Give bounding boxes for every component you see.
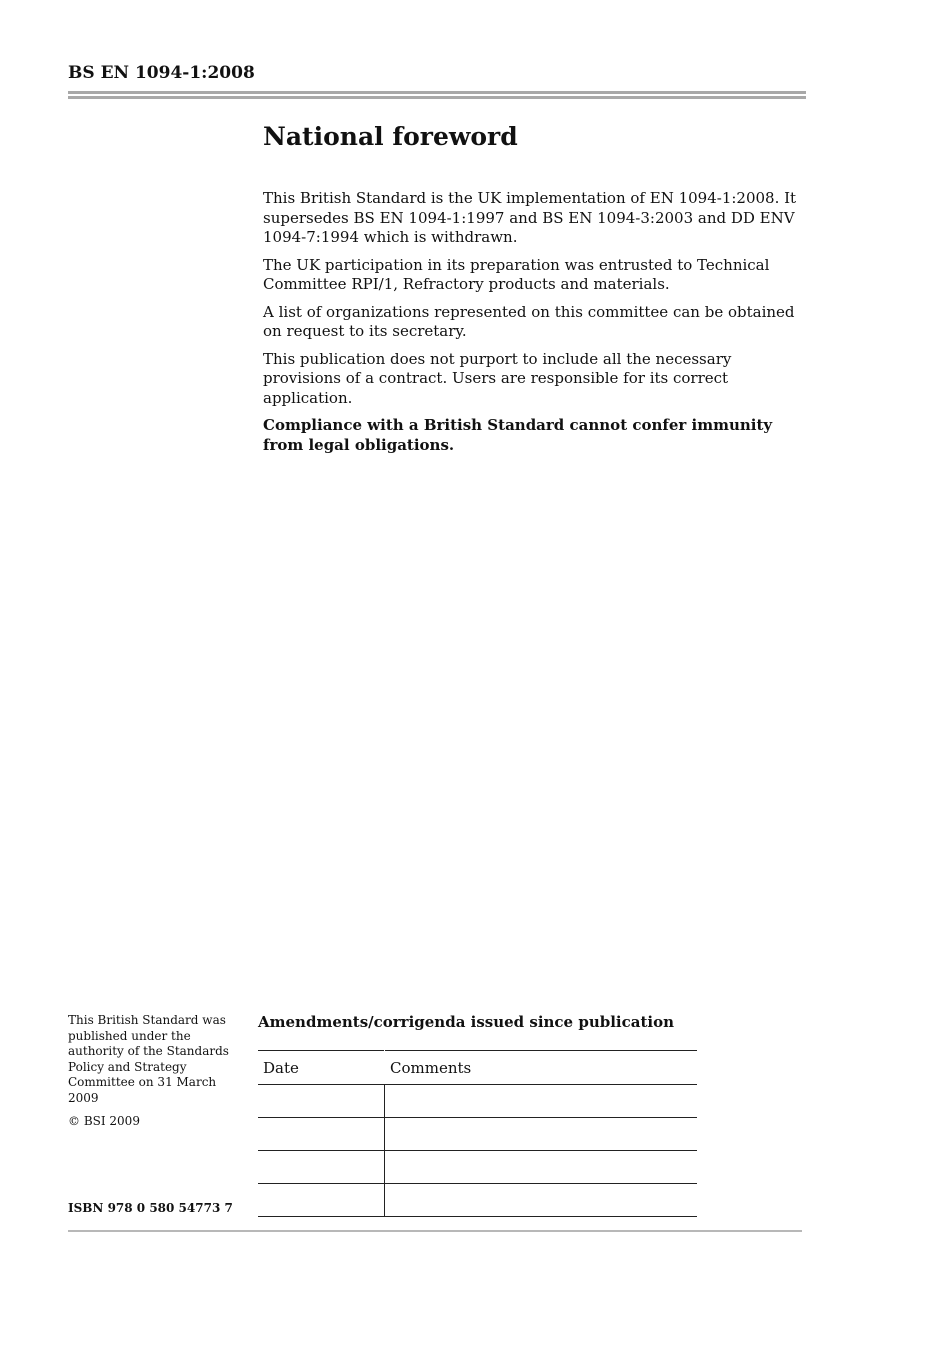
page-title: National foreword: [263, 122, 518, 151]
amendments-heading: Amendments/corrigenda issued since publication: [258, 1013, 674, 1031]
table-row: [258, 1085, 697, 1118]
document-id: BS EN 1094-1:2008: [68, 63, 255, 83]
date-cell: [258, 1151, 385, 1184]
foreword-body: [263, 189, 808, 463]
foreword-paragraph: The UK participation in its preparation was entrusted to Technical Committee RPI/1, Refractory products and materials.: [263, 255, 770, 293]
copyright-notice: © BSI 2009: [68, 1114, 140, 1128]
amendments-table: [258, 1050, 697, 1217]
footer-rule: [68, 1230, 802, 1232]
header-rule: [68, 91, 806, 99]
compliance-note: Compliance with a British Standard cannot confer immunity from legal obligations.: [263, 416, 773, 454]
isbn: ISBN 978 0 580 54773 7: [68, 1201, 233, 1215]
column-header-date: Date: [258, 1051, 385, 1085]
table-row: [258, 1118, 697, 1151]
column-header-comments: Comments: [385, 1051, 698, 1085]
comments-cell: [385, 1118, 698, 1151]
table-row: [258, 1184, 697, 1217]
date-cell: [258, 1118, 385, 1151]
date-cell: [258, 1184, 385, 1217]
foreword-paragraph: This publication does not purport to include all the necessary provisions of a contract. Users are responsible for its correct application.: [263, 349, 732, 407]
foreword-paragraph: A list of organizations represented on this committee can be obtained on request to its secretary.: [263, 302, 795, 340]
comments-cell: [385, 1085, 698, 1118]
comments-cell: [385, 1151, 698, 1184]
comments-cell: [385, 1184, 698, 1217]
table-header-row: [258, 1051, 697, 1085]
table-row: [258, 1151, 697, 1184]
date-cell: [258, 1085, 385, 1118]
publication-note: [68, 1013, 233, 1138]
foreword-paragraph: This British Standard is the UK implementation of EN 1094-1:2008. It supersedes BS EN 1094-1:1997 and BS EN 1094-3:2003 and DD ENV 1094-7:1994 which is withdrawn.: [263, 189, 797, 246]
publication-authority: This British Standard was published under the authority of the Standards Policy and Strategy Committee on 31 March 2009: [68, 1013, 229, 1105]
